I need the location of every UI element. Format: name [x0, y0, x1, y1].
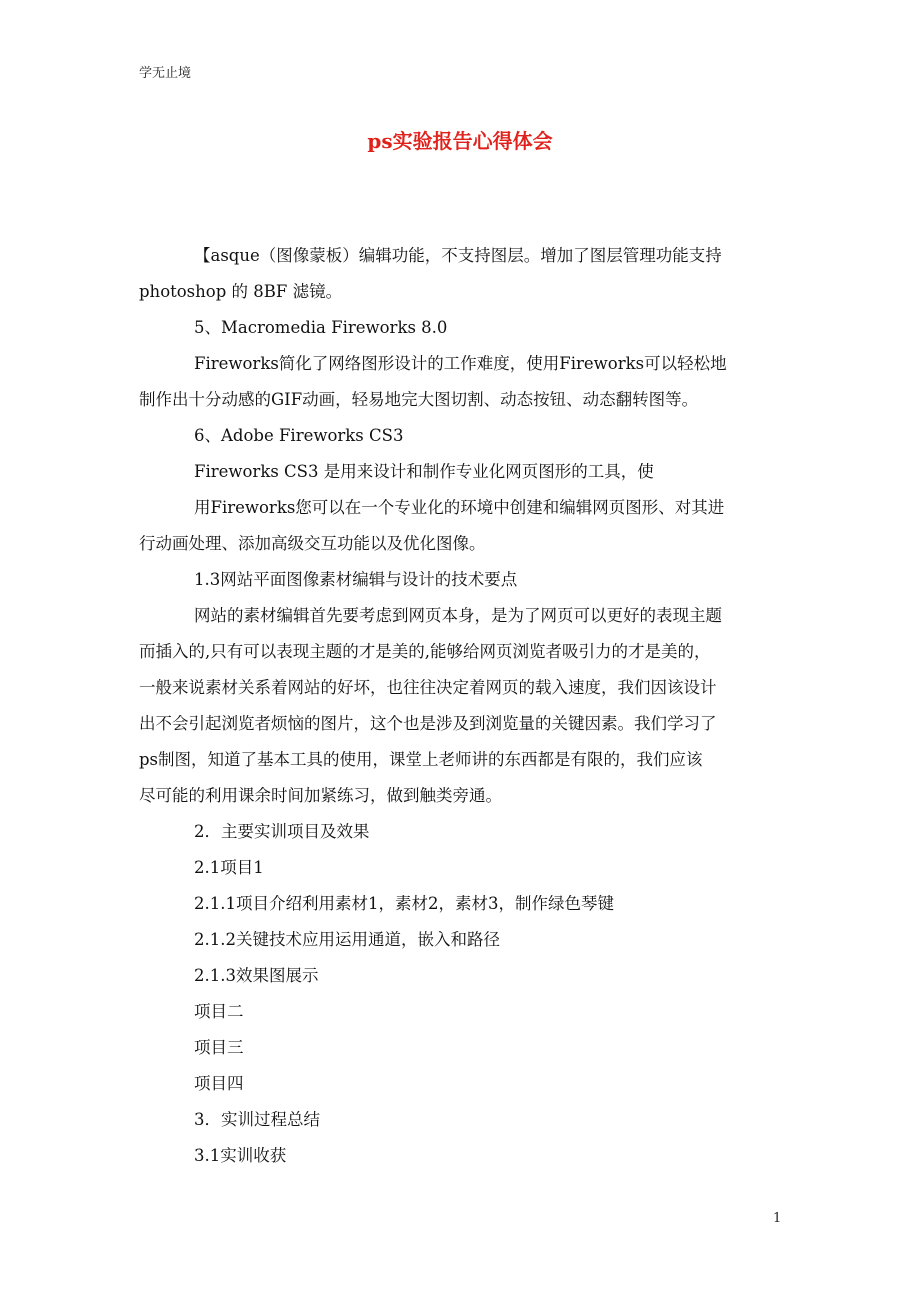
paragraph [139, 850, 784, 886]
text-line: 2.1.1项目介绍利用素材1，素材2，素材3，制作绿色琴键 [194, 894, 614, 913]
text-line: 用Fireworks您可以在一个专业化的环境中创建和编辑网页图形、对其进 [194, 498, 725, 517]
document-body [139, 238, 784, 1174]
text-line: 网站的素材编辑首先要考虑到网页本身，是为了网页可以更好的表现主题 [194, 606, 722, 625]
text-line: Fireworks简化了网络图形设计的工作难度，使用Fireworks可以轻松地 [194, 354, 727, 373]
text-line: 1.3网站平面图像素材编辑与设计的技术要点 [194, 570, 518, 589]
text-line: 3.1实训收获 [194, 1146, 287, 1165]
document-title: ps实验报告心得体会 [367, 129, 553, 153]
paragraph [139, 994, 784, 1030]
text-line: 项目四 [194, 1074, 244, 1093]
paragraph [139, 922, 784, 958]
text-line: 2．主要实训项目及效果 [194, 822, 370, 841]
text-line: 项目二 [194, 1002, 244, 1021]
paragraph [139, 958, 784, 994]
text-line: 出不会引起浏览者烦恼的图片，这个也是涉及到浏览量的关键因素。我们学习了 [139, 714, 717, 733]
text-line: 2.1.3效果图展示 [194, 966, 319, 985]
text-line: 3．实训过程总结 [194, 1110, 320, 1129]
paragraph [139, 562, 784, 598]
text-line: 而插入的,只有可以表现主题的才是美的,能够给网页浏览者吸引力的才是美的， [139, 642, 711, 661]
text-line: 制作出十分动感的GIF动画，轻易地完大图切割、动态按钮、动态翻转图等。 [139, 390, 699, 409]
paragraph [139, 1102, 784, 1138]
paragraph [139, 1066, 784, 1102]
paragraph [139, 418, 784, 454]
paragraph [139, 814, 784, 850]
text-line: 尽可能的利用课余时间加紧练习，做到触类旁通。 [139, 786, 502, 805]
paragraph [139, 490, 784, 562]
paragraph [139, 598, 784, 814]
paragraph [139, 454, 784, 490]
header-text: 学无止境 [139, 66, 192, 81]
paragraph [139, 310, 784, 346]
text-line: 2.1项目1 [194, 858, 264, 877]
text-line: 项目三 [194, 1038, 244, 1057]
text-line: Fireworks CS3 是用来设计和制作专业化网页图形的工具，使 [194, 462, 654, 481]
paragraph [139, 886, 784, 922]
text-line: 2.1.2关键技术应用运用通道，嵌入和路径 [194, 930, 500, 949]
paragraph [139, 238, 784, 310]
text-line: 5、Macromedia Fireworks 8.0 [194, 318, 448, 337]
text-line: 6、Adobe Fireworks CS3 [194, 426, 404, 445]
text-line: 行动画处理、添加高级交互功能以及优化图像。 [139, 534, 486, 553]
text-line: 【asque（图像蒙板）编辑功能，不支持图层。增加了图层管理功能支持 [194, 246, 722, 265]
text-line: 一般来说素材关系着网站的好坏，也往往决定着网页的载入速度，我们因该设计 [139, 678, 717, 697]
page-number: 1 [773, 1211, 782, 1226]
text-line: photoshop 的 8BF 滤镜。 [139, 282, 343, 301]
text-line: ps制图，知道了基本工具的使用，课堂上老师讲的东西都是有限的，我们应该 [139, 750, 703, 769]
paragraph [139, 1030, 784, 1066]
paragraph [139, 1138, 784, 1174]
paragraph [139, 346, 784, 418]
